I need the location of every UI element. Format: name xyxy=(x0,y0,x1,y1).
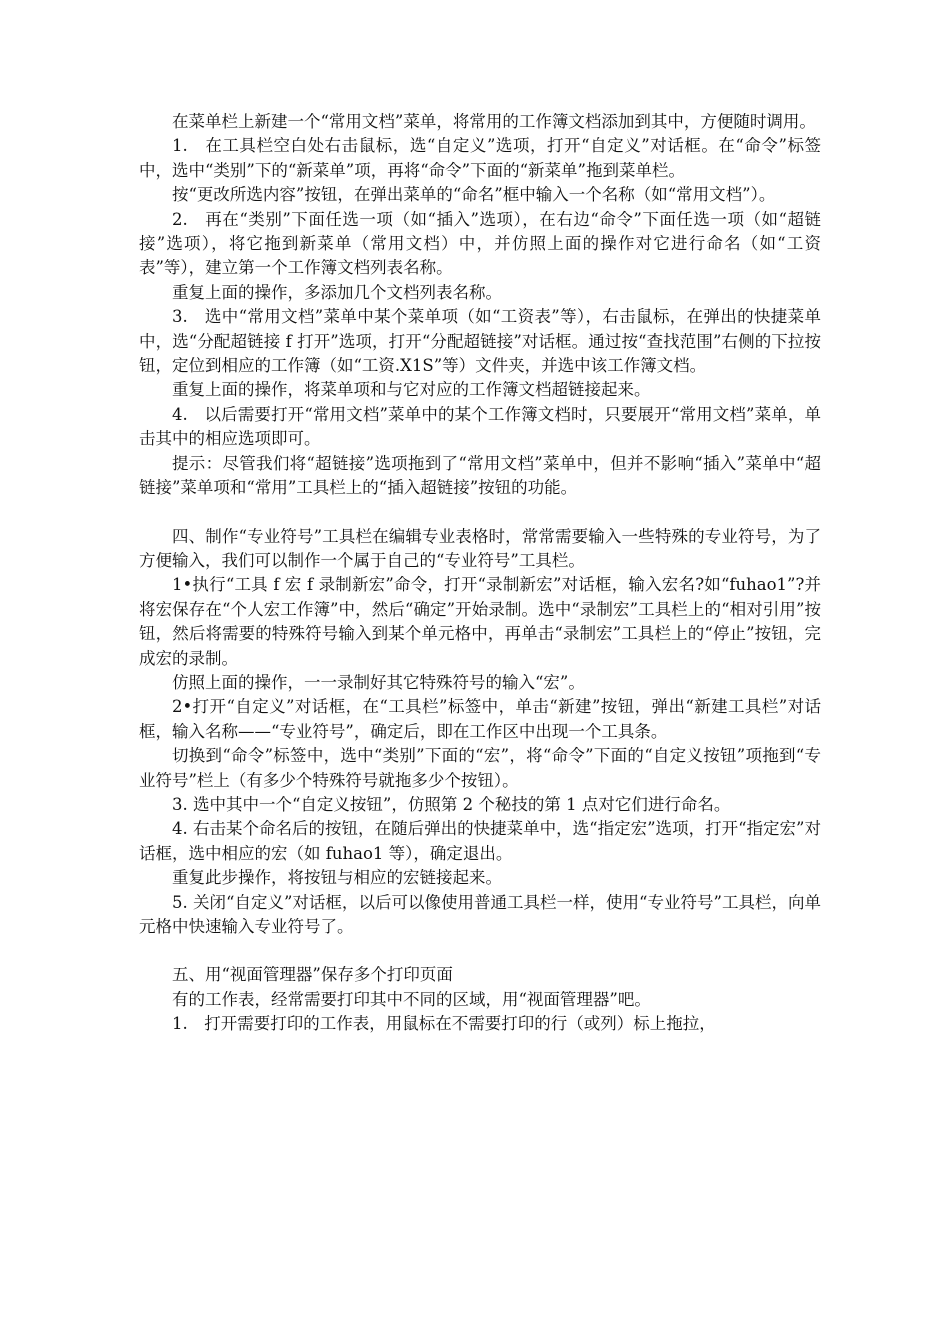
section-heading: 五、用“视面管理器”保存多个打印页面 xyxy=(172,965,453,985)
paragraph: 切换到“命令”标签中，选中“类别”下面的“宏”，将“命令”下面的“自定义按钮”项拖到“专业符号”栏上（有多少个特殊符号就拖多少个按钮）。 xyxy=(139,746,821,790)
paragraph: 有的工作表，经常需要打印其中不同的区域，用“视面管理器”吧。 xyxy=(172,989,651,1009)
paragraph: 5. 关闭“自定义”对话框，以后可以像使用普通工具栏一样，使用“专业符号”工具栏，向单元格中快速输入专业符号了。 xyxy=(139,892,821,936)
section-spacer xyxy=(139,939,821,963)
document-body xyxy=(139,110,821,1037)
paragraph: 1. 打开需要打印的工作表，用鼠标在不需要打印的行（或列）标上拖拉， xyxy=(172,1014,716,1034)
paragraph: 2. 再在“类别”下面任选一项（如“插入”选项），在右边“命令”下面任选一项（如“超链接”选项），将它拖到新菜单（常用文档）中，并仿照上面的操作对它进行命名（如“工资表”等），建立第一个工作簿文档列表名称。 xyxy=(139,209,821,278)
section-heading-paragraph: 四、制作“专业符号”工具栏在编辑专业表格时，常常需要输入一些特殊的专业符号，为了方便输入，我们可以制作一个属于自己的“专业符号”工具栏。 xyxy=(139,526,821,570)
paragraph: 3. 选中“常用文档”菜单中某个菜单项（如“工资表”等），右击鼠标，在弹出的快捷菜单中，选“分配超链接 f 打开”选项，打开“分配超链接”对话框。通过按“查找范围”右侧的下拉按钮，定位到相应的工作簿（如“工资.X1S”等）文件夹，并选中该工作簿文档。 xyxy=(139,307,821,376)
paragraph: 重复此步操作，将按钮与相应的宏链接起来。 xyxy=(172,868,502,888)
paragraph: 3. 选中其中一个“自定义按钮”，仿照第 2 个秘技的第 1 点对它们进行命名。 xyxy=(172,794,731,814)
paragraph: 1•执行“工具 f 宏 f 录制新宏”命令，打开“录制新宏”对话框，输入宏名?如“fuhao1”?并将宏保存在“个人宏工作簿”中，然后“确定”开始录制。选中“录制宏”工具栏上的“相对引用”按钮，然后将需要的特殊符号输入到某个单元格中，再单击“录制宏”工具栏上的“停止”按钮，完成宏的录制。 xyxy=(139,575,821,668)
paragraph: 4. 右击某个命名后的按钮，在随后弹出的快捷菜单中，选“指定宏”选项，打开“指定宏”对话框，选中相应的宏（如 fuhao1 等），确定退出。 xyxy=(139,819,821,863)
paragraph: 提示：尽管我们将“超链接”选项拖到了“常用文档”菜单中，但并不影响“插入”菜单中“超链接”菜单项和“常用”工具栏上的“插入超链接”按钮的功能。 xyxy=(139,453,821,498)
paragraph: 重复上面的操作，多添加几个文档列表名称。 xyxy=(172,282,502,302)
paragraph: 1. 在工具栏空白处右击鼠标，选“自定义”选项，打开“自定义”对话框。在“命令”标签中，选中“类别”下的“新菜单”项，再将“命令”下面的“新菜单”拖到菜单栏。 xyxy=(139,136,821,180)
section-spacer xyxy=(139,501,821,525)
paragraph: 2•打开“自定义”对话框，在“工具栏”标签中，单击“新建”按钮，弹出“新建工具栏”对话框，输入名称——“专业符号”，确定后，即在工作区中出现一个工具条。 xyxy=(139,697,821,741)
paragraph: 4. 以后需要打开“常用文档”菜单中的某个工作簿文档时，只要展开“常用文档”菜单，单击其中的相应选项即可。 xyxy=(139,404,821,449)
paragraph: 重复上面的操作，将菜单项和与它对应的工作簿文档超链接起来。 xyxy=(172,380,651,400)
paragraph: 在菜单栏上新建一个“常用文档”菜单，将常用的工作簿文档添加到其中，方便随时调用。 xyxy=(172,112,816,131)
paragraph: 按“更改所选内容”按钮，在弹出菜单的“命名”框中输入一个名称（如“常用文档”）。 xyxy=(172,185,776,205)
paragraph: 仿照上面的操作，一一录制好其它特殊符号的输入“宏”。 xyxy=(172,672,585,692)
